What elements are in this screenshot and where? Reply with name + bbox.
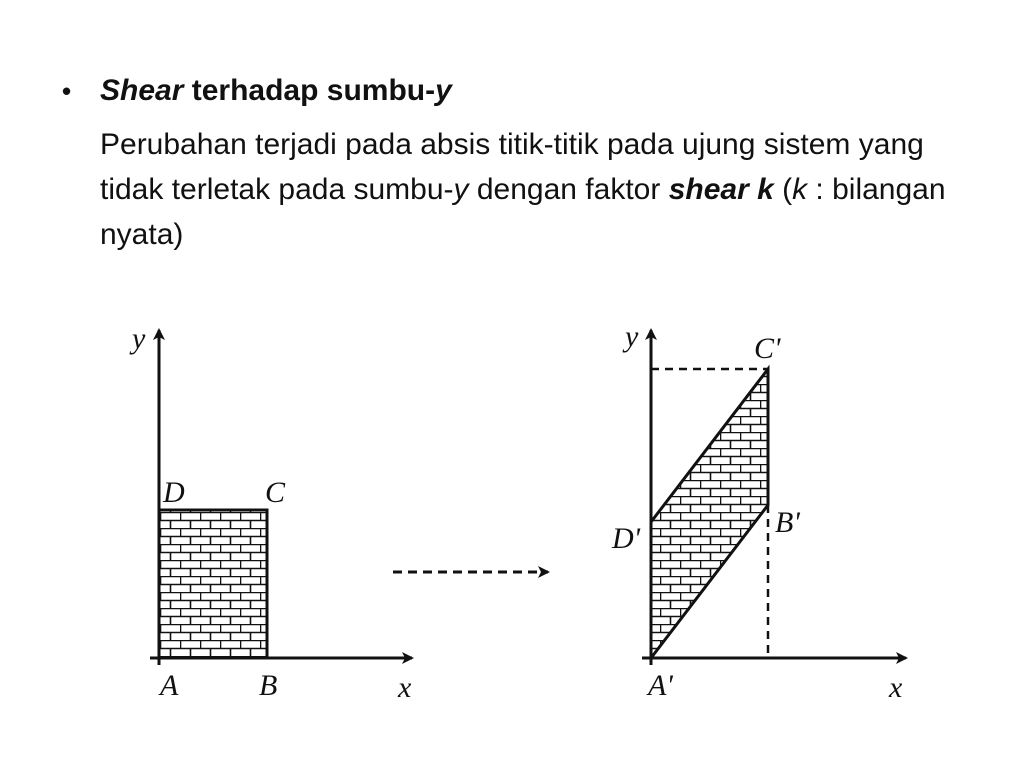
para-text-1: Perubahan terjadi pada absis titik-titik pada ujung sistem yang tidak terletak pada sumbu- — [100, 128, 924, 206]
para-k: k — [792, 173, 808, 206]
original-square — [159, 510, 267, 658]
heading-rest: terhadap sumbu- — [183, 74, 436, 107]
left-label-b: B — [259, 669, 278, 702]
diagram-original — [129, 322, 412, 704]
left-label-y: y — [132, 322, 146, 355]
para-axis: y — [453, 173, 469, 206]
left-label-c: C — [265, 476, 286, 509]
diagram-sheared — [611, 320, 906, 704]
left-label-x: x — [398, 671, 412, 704]
right-label-x: x — [889, 671, 903, 704]
right-label-a-prime: A' — [648, 669, 673, 702]
left-label-a: A — [160, 669, 179, 702]
para-text-3: ( — [773, 173, 793, 206]
right-label-c-prime: C' — [754, 332, 781, 365]
para-text-2: dengan faktor — [468, 173, 669, 206]
sheared-parallelogram — [651, 369, 768, 658]
heading-axis: y — [435, 74, 452, 107]
right-label-b-prime: B' — [775, 506, 800, 539]
left-label-d: D — [163, 476, 185, 509]
para-shear-k: shear k — [668, 173, 774, 206]
right-label-d-prime: D' — [612, 522, 641, 555]
bullet-dot: • — [62, 76, 72, 106]
para-text-4: : bilangan nyata) — [100, 173, 946, 251]
heading-shear: Shear — [100, 74, 184, 107]
right-label-y: y — [625, 320, 639, 353]
